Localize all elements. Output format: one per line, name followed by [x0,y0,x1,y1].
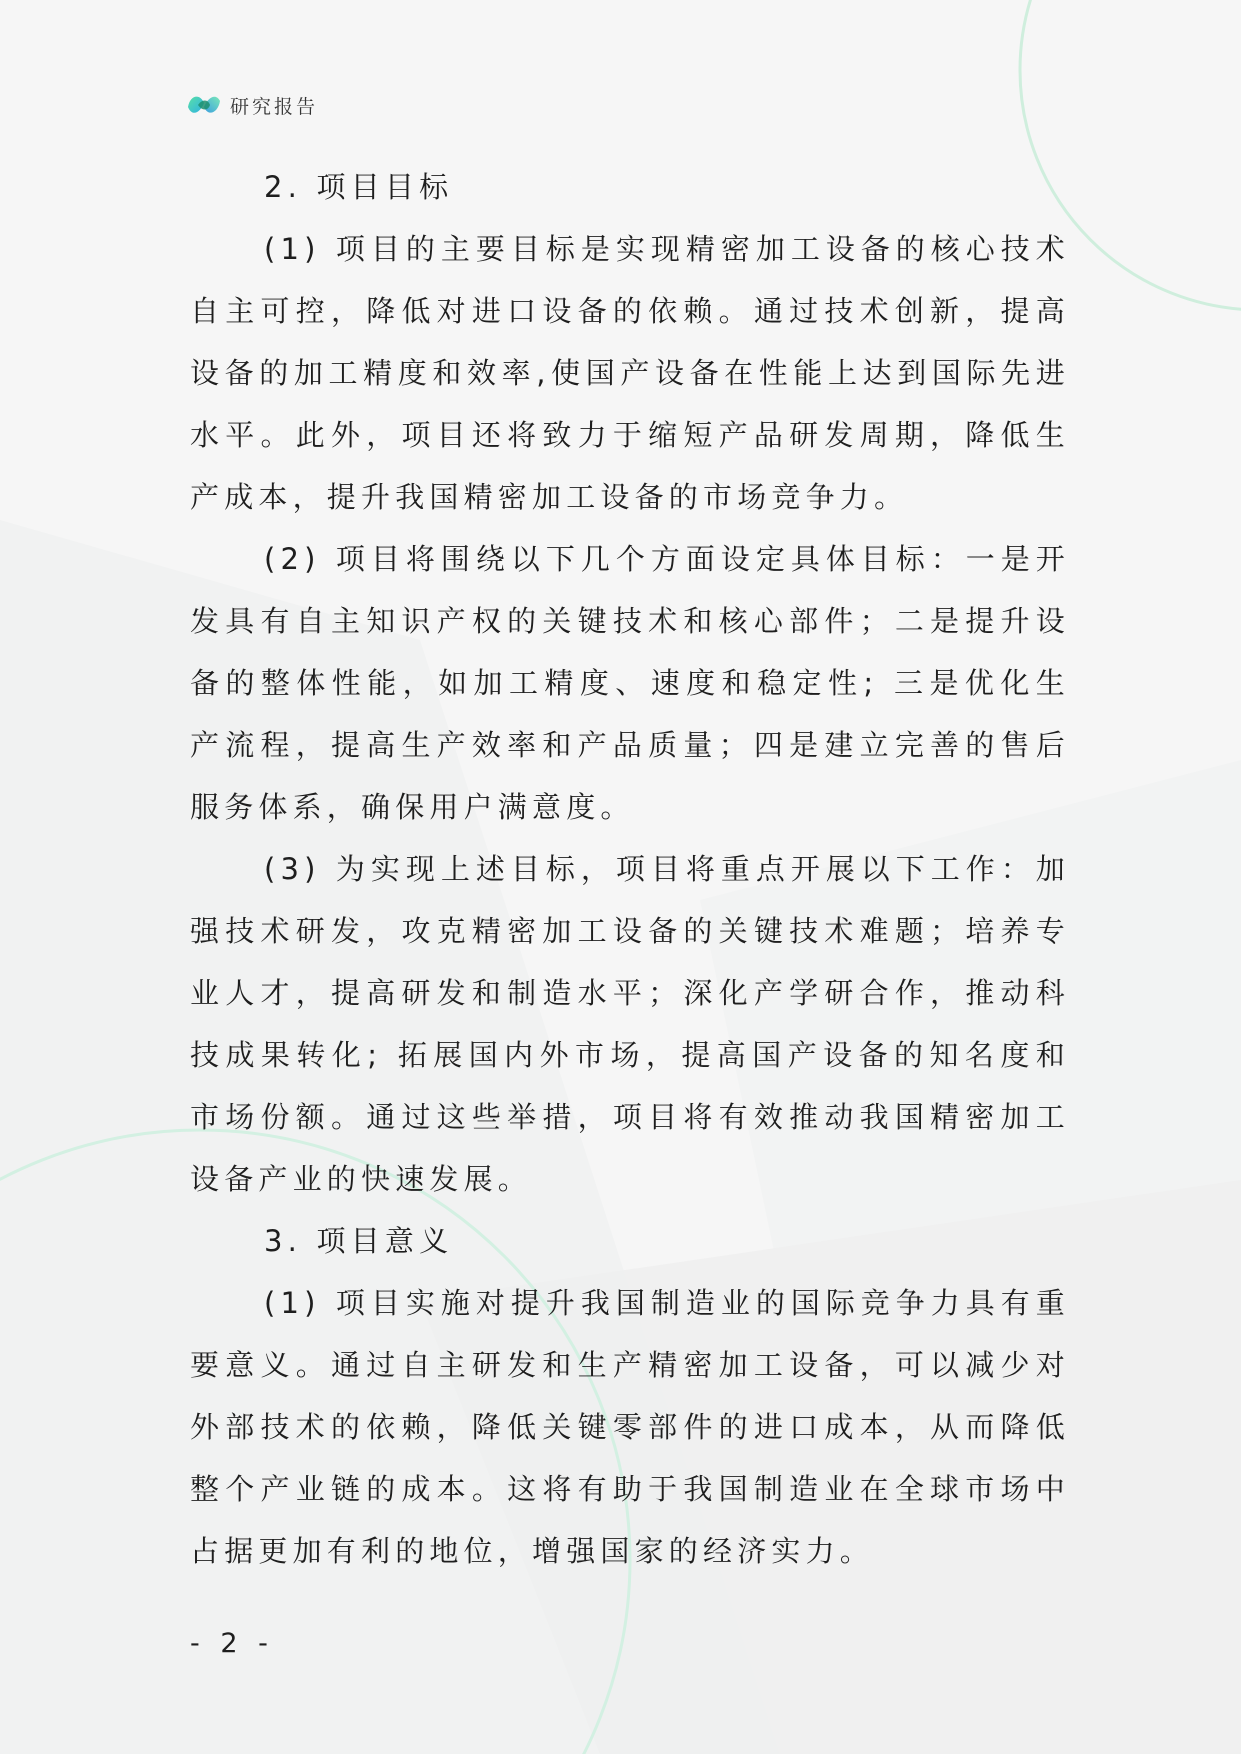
page-header [186,88,318,122]
paragraph-goals-2: (2) 项目将围绕以下几个方面设定具体目标：一是开发具有自主知识产权的关键技术和核心部件；二是提升设备的整体性能，如加工精度、速度和稳定性; 三是优化生产流程，提高生产效率和产品质量；四是建立完善的售后服务体系，确保用户满意度。 [190,542,1070,824]
paragraph-goals-1: (1) 项目的主要目标是实现精密加工设备的核心技术自主可控，降低对进口设备的依赖。通过技术创新，提高设备的加工精度和效率,使国产设备在性能上达到国际先进水平。此外，项目还将致力于缩短产品研发周期，降低生产成本，提升我国精密加工设备的市场竞争力。 [190,232,1070,514]
document-body [190,156,1070,1582]
page-number: - 2 - [190,1628,274,1659]
paragraph-goals-3: (3) 为实现上述目标，项目将重点开展以下工作：加强技术研发，攻克精密加工设备的关键技术难题；培养专业人才，提高研发和制造水平；深化产学研合作，推动科技成果转化; 拓展国内外市场，提高国产设备的知名度和市场份额。通过这些举措，项目将有效推动我国精密加工设备产业的快速发展。 [190,852,1070,1196]
leaf-logo-icon [186,89,222,121]
paragraph-significance-1: (1) 项目实施对提升我国制造业的国际竞争力具有重要意义。通过自主研发和生产精密加工设备，可以减少对外部技术的依赖，降低关键零部件的进口成本，从而降低整个产业链的成本。这将有助于我国制造业在全球市场中占据更加有利的地位，增强国家的经济实力。 [190,1286,1070,1568]
section-heading-significance: 3. 项目意义 [264,1224,454,1258]
section-heading-goals: 2. 项目目标 [264,170,454,204]
header-title: 研究报告 [230,95,319,118]
